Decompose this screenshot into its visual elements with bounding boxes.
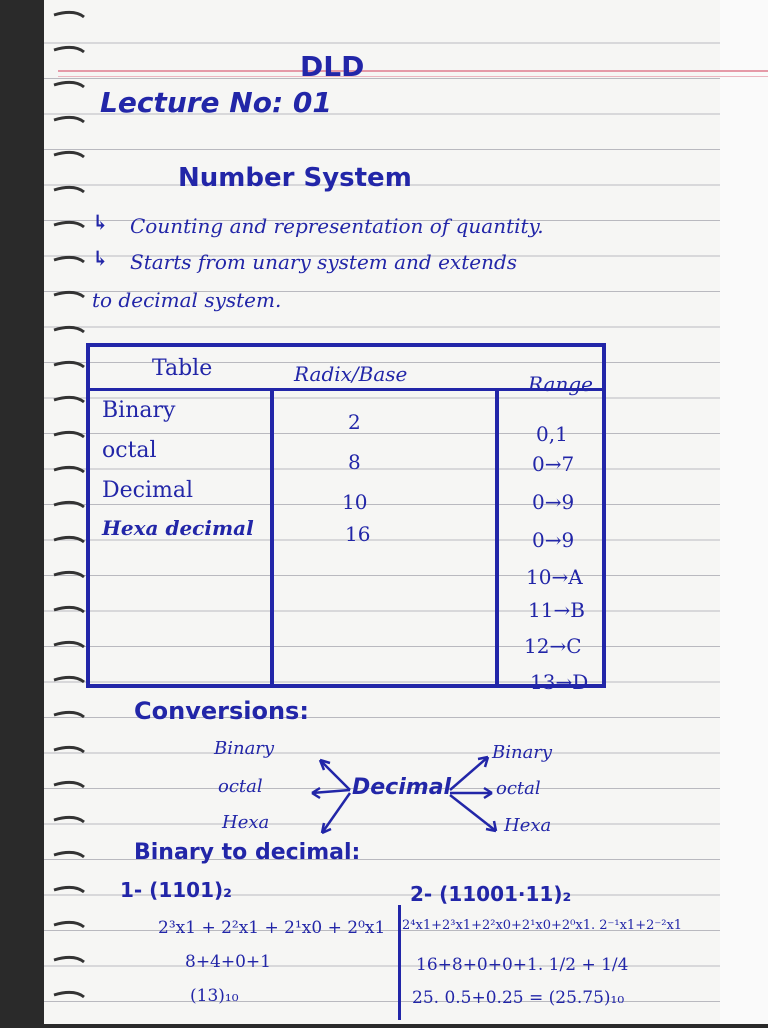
row-range: 0→9 (532, 528, 575, 552)
lecture-title: Lecture No: 01 (100, 86, 332, 119)
conv-right: Binary (492, 742, 553, 763)
table-header-range: Range (528, 372, 593, 396)
ex1-line: 8+4+0+1 (185, 952, 271, 972)
example-1-label: 1- (1101)₂ (120, 878, 232, 902)
table-header-name: Table (152, 356, 213, 381)
bullet-1: Counting and representation of quantity. (130, 214, 544, 238)
page-edge (720, 0, 768, 1024)
subject-title: DLD (300, 50, 365, 83)
conversions-title: Conversions: (134, 697, 309, 725)
hex-range: 12→C (524, 634, 582, 658)
row-name: Decimal (102, 478, 194, 503)
conv-right: octal (496, 778, 541, 799)
b2d-title: Binary to decimal: (134, 840, 361, 865)
conversion-arrows-icon (300, 735, 540, 845)
row-base: 2 (348, 410, 361, 434)
top-margin-line (58, 70, 768, 72)
ex1-line: 2³x1 + 2²x1 + 2¹x0 + 2⁰x1 (158, 918, 386, 938)
bullet-arrow-icon: ↳ (92, 210, 109, 234)
row-range: 0→7 (532, 452, 575, 476)
row-base: 10 (342, 490, 368, 514)
row-name: Binary (102, 398, 176, 423)
bullet-arrow-icon: ↳ (92, 246, 109, 270)
bullet-2-cont: to decimal system. (92, 288, 282, 312)
hex-range: 13→D (530, 670, 589, 694)
example-divider (398, 905, 401, 1020)
hex-range: 11→B (528, 598, 585, 622)
hex-range: 10→A (526, 565, 583, 589)
row-name: Hexa decimal (102, 516, 254, 540)
row-base: 16 (345, 522, 371, 546)
row-range: 0→9 (532, 490, 575, 514)
conv-left: octal (218, 776, 263, 797)
ex2-line: 16+8+0+0+1. 1/2 + 1/4 (416, 955, 629, 975)
table-divider-1 (270, 390, 274, 688)
row-range: 0,1 (536, 422, 568, 446)
bullet-2: Starts from unary system and extends (130, 250, 518, 274)
ex2-line: 2⁴x1+2³x1+2²x0+2¹x0+2⁰x1. 2⁻¹x1+2⁻²x1 (402, 918, 683, 933)
conv-left: Binary (214, 738, 275, 759)
table-header-base: Radix/Base (294, 362, 408, 386)
conv-center: Decimal (352, 775, 452, 800)
conv-left: Hexa (222, 812, 270, 833)
top-margin-line-2 (58, 76, 768, 77)
row-name: octal (102, 438, 157, 463)
section-title: Number System (178, 163, 412, 193)
example-2-label: 2- (11001·11)₂ (410, 882, 572, 906)
ex2-line: 25. 0.5+0.25 = (25.75)₁₀ (412, 988, 625, 1008)
table-divider-2 (495, 390, 499, 688)
ex1-line: (13)₁₀ (190, 986, 239, 1006)
conv-right: Hexa (504, 815, 552, 836)
row-base: 8 (348, 450, 361, 474)
